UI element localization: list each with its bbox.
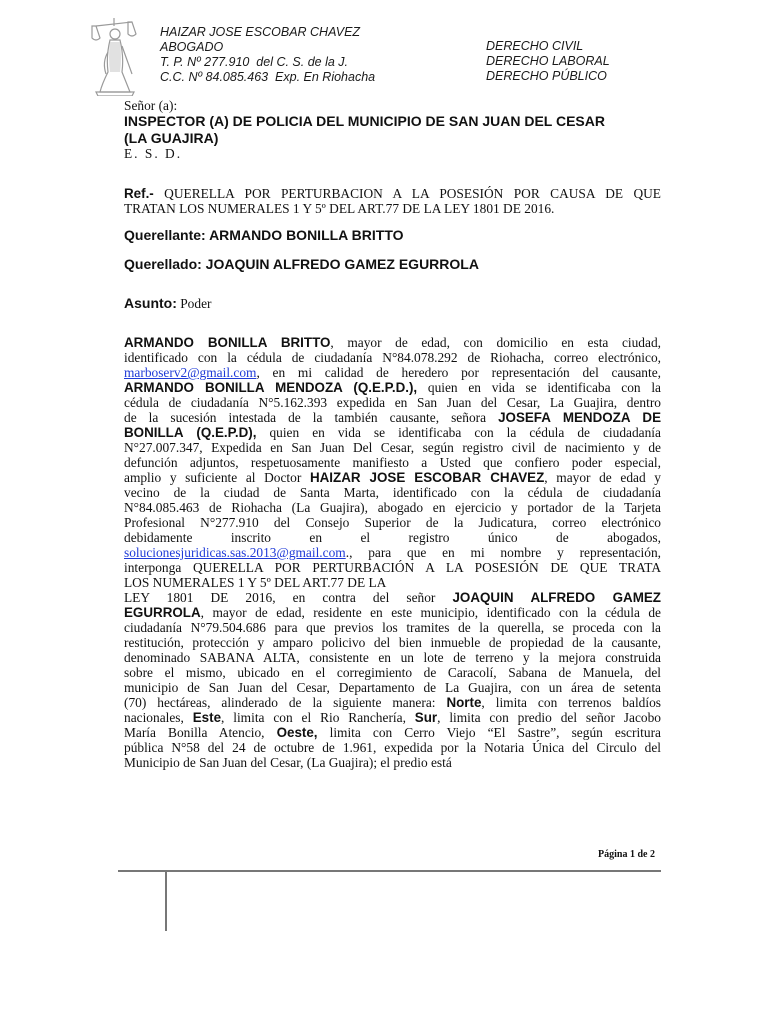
letterhead xyxy=(0,0,768,100)
body-text: LOS NUMERALES 1 Y 5º DEL ART.77 DE LA xyxy=(124,575,387,590)
deceased-name-2: JOSEFA MENDOZA DE xyxy=(498,410,661,425)
body-text: vecino de la ciudad de Santa Marta, identificado con la cédula de ciudadanía xyxy=(124,485,661,500)
body-text: , limita con terrenos baldíos xyxy=(481,695,661,710)
plaintiff-line xyxy=(124,228,661,243)
letterhead-right-block xyxy=(486,39,610,84)
boundary-west: Oeste, xyxy=(276,725,318,740)
lawyer-title: ABOGADO xyxy=(160,40,224,54)
body-text: denominado SABANA ALTA, consistente en un lote de terreno y la mejora construida xyxy=(124,650,661,665)
body-text: identificado con la cédula de ciudadanía N°84.078.292 de Riohacha, correo electrónico, xyxy=(124,350,661,365)
defendant-name: JOAQUIN ALFREDO GAMEZ EGURROLA xyxy=(201,256,479,272)
body-text: nacionales, xyxy=(124,710,193,725)
body-text: N°84.085.463 de Riohacha (La Guajira), abogado en ejercicio y portador de la Tarjeta xyxy=(124,500,661,515)
body-text: limita con Cerro Viejo “El Sastre”, según escritura xyxy=(317,725,661,740)
footer-divider xyxy=(118,870,661,872)
defendant-name-body: JOAQUIN ALFREDO GAMEZ xyxy=(452,590,661,605)
practice-area-public: DERECHO PÚBLICO xyxy=(486,69,607,83)
addressee-line-1: INSPECTOR (A) DE POLICIA DEL MUNICIPIO DE SAN JUAN DEL CESAR xyxy=(124,113,605,129)
body-text: , mayor de edad y xyxy=(544,470,661,485)
deceased-name-2-cont: BONILLA (Q.E.P.D), xyxy=(124,425,257,440)
body-text: cédula de ciudadanía N°5.162.393 expedida en San Juan del Cesar, La Guajira, dentro xyxy=(124,395,661,410)
body-paragraph xyxy=(124,335,661,770)
plaintiff-label: Querellante: xyxy=(124,227,206,243)
lawyer-name: HAIZAR JOSE ESCOBAR CHAVEZ xyxy=(160,25,361,39)
boundary-north: Norte xyxy=(446,695,482,710)
body-text: , limita con el Rio Ranchería, xyxy=(221,710,415,725)
body-text: ., para que en mi nombre y representación, xyxy=(345,545,661,560)
practice-area-labor: DERECHO LABORAL xyxy=(486,54,610,68)
body-text: ciudadanía N°79.504.686 para que previos los tramites de la querella, se proceda con la xyxy=(124,620,661,635)
addressee-line-2: (LA GUAJIRA) xyxy=(124,129,219,146)
body-text: Profesional N°277.910 del Consejo Superior de la Judicatura, correo electrónico xyxy=(124,515,661,530)
reference-label: Ref.- xyxy=(124,186,154,201)
reference-line-1: QUERELLA POR PERTURBACION A LA POSESIÓN POR CAUSA DE QUE xyxy=(153,186,661,201)
body-text: debidamente inscrito en el registro único de abogados, xyxy=(124,530,661,545)
attorney-email-link[interactable]: solucionesjuridicas.sas.2013@gmail.com xyxy=(124,545,346,560)
defendant-line xyxy=(124,257,661,272)
document-content xyxy=(124,98,661,770)
letterhead-left-block xyxy=(160,25,375,85)
body-text: restitución, protección y amparo policivo del bien inmueble de propiedad de la causante, xyxy=(124,635,661,650)
body-text: (70) hectáreas, alinderado de la siguiente manera: xyxy=(124,695,447,710)
boundary-south: Sur xyxy=(414,710,438,725)
attorney-name: HAIZAR JOSE ESCOBAR CHAVEZ xyxy=(309,470,545,485)
body-text: pública N°58 del 24 de octubre de 1.961, expedida por la Notaria Única del Circulo del xyxy=(124,740,661,755)
body-text: Municipio de San Juan del Cesar, (La Guajira); el predio está xyxy=(124,755,452,770)
id-card: C.C. Nº 84.085.463 Exp. En Riohacha xyxy=(160,70,376,84)
defendant-name-body-cont: EGURROLA xyxy=(124,605,201,620)
body-text: , en mi calidad de heredero por representación del causante, xyxy=(256,365,661,380)
reference-line-2: TRATAN LOS NUMERALES 1 Y 5º DEL ART.77 DE LA LEY 1801 DE 2016. xyxy=(124,201,555,216)
body-text: , limita con predio del señor Jacobo xyxy=(437,710,661,725)
body-text: , mayor de edad, con domicilio en esta ciudad, xyxy=(330,335,661,350)
body-text: N°27.007.347, Expedida en San Juan Del Cesar, según registro civil de nacimiento y de xyxy=(124,440,661,455)
body-text: de la sucesión intestada de la también causante, señora xyxy=(124,410,499,425)
reference-block xyxy=(124,186,661,216)
margin-divider xyxy=(165,871,167,931)
subject-label: Asunto: xyxy=(124,295,177,311)
body-text: sobre el mismo, ubicado en el corregimiento de Caracolí, Sabana de Manuela, del xyxy=(124,665,661,680)
body-text: María Bonilla Atencio, xyxy=(124,725,277,740)
body-text: LEY 1801 DE 2016, en contra del señor xyxy=(124,590,453,605)
professional-card: T. P. Nº 277.910 del C. S. de la J. xyxy=(160,55,349,69)
subject-line xyxy=(124,296,661,311)
grantor-email-link[interactable]: marboserv2@gmail.com xyxy=(124,365,257,380)
practice-area-civil: DERECHO CIVIL xyxy=(486,39,584,53)
body-text: defunción adjuntos, respetuosamente manifiesto a Usted que confiero poder especial, xyxy=(124,455,661,470)
deceased-name-1: ARMANDO BONILLA MENDOZA (Q.E.P.D.), xyxy=(124,380,418,395)
body-text: amplio y suficiente al Doctor xyxy=(124,470,310,485)
defendant-label: Querellado: xyxy=(124,256,202,272)
plaintiff-name: ARMANDO BONILLA BRITTO xyxy=(205,227,404,243)
lady-justice-logo-icon xyxy=(88,12,146,96)
body-text: municipio de San Juan del Cesar, Departamento de La Guajira, con un área de setenta xyxy=(124,680,661,695)
boundary-east: Este xyxy=(192,710,222,725)
body-text: quien en vida se identificaba con la cédula de ciudadanía xyxy=(256,425,661,440)
body-text: , mayor de edad, residente en este municipio, identificado con la cédula de xyxy=(200,605,661,620)
salutation: Señor (a): xyxy=(124,98,178,113)
body-text: quien en vida se identificaba con la xyxy=(417,380,661,395)
grantor-name: ARMANDO BONILLA BRITTO xyxy=(124,335,331,350)
addressee-esd: E. S. D. xyxy=(124,146,183,161)
page-number: Página 1 de 2 xyxy=(598,849,655,860)
body-text: interponga QUERELLA POR PERTURBACIÓN A LA POSESIÓN DE QUE TRATA xyxy=(124,560,661,575)
subject-value: Poder xyxy=(176,296,212,311)
